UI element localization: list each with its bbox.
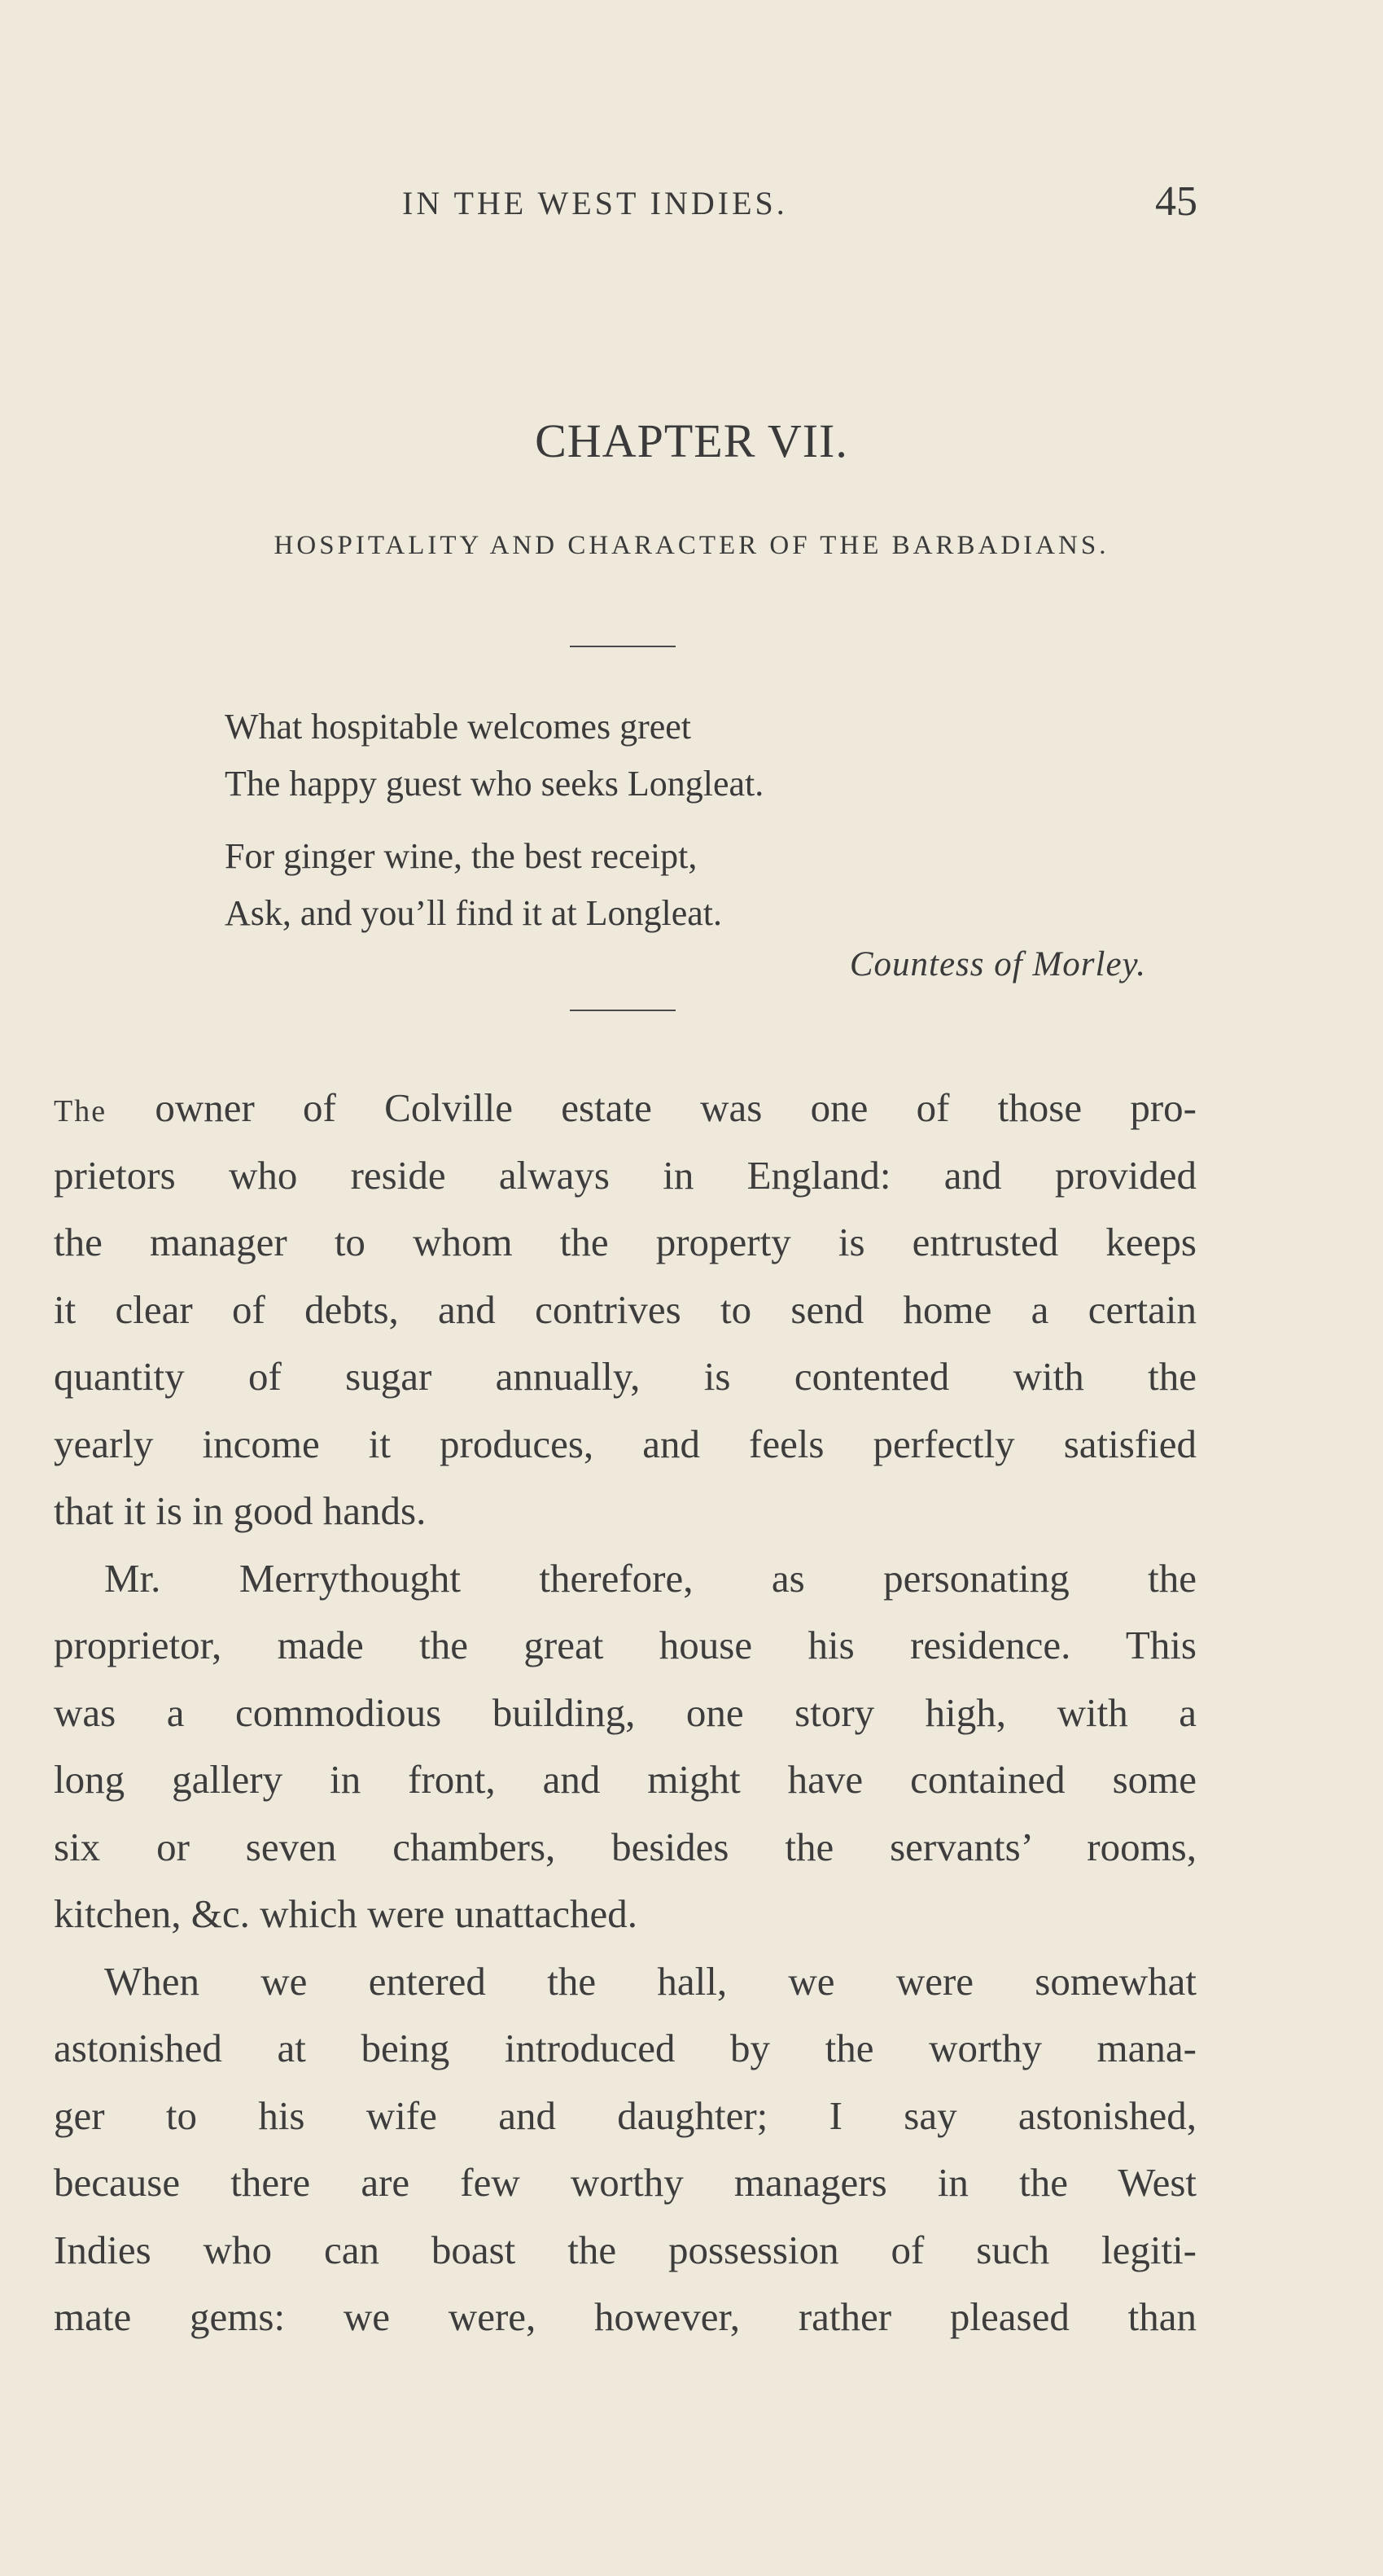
body-line: proprietor, made the great house his residence. This	[54, 1623, 1197, 1667]
running-header	[0, 177, 1383, 234]
verse-line: The happy guest who seeks Longleat.	[225, 764, 764, 804]
running-title: IN THE WEST INDIES.	[402, 185, 788, 221]
body-line: mate gems: we were, however, rather pleased than	[54, 2294, 1197, 2339]
divider-rule	[570, 646, 676, 647]
body-line: six or seven chambers, besides the servants’ rooms,	[54, 1824, 1197, 1869]
body-line: yearly income it produces, and feels perfectly satisfied	[54, 1421, 1197, 1466]
verse-line: Ask, and you’ll find it at Longleat.	[225, 893, 722, 933]
body-line: the manager to whom the property is entrusted keeps	[54, 1220, 1197, 1264]
body-line: because there are few worthy managers in the West	[54, 2160, 1197, 2205]
body-line: quantity of sugar annually, is contented with the	[54, 1354, 1197, 1399]
body-line: prietors who reside always in England: and provided	[54, 1152, 1197, 1198]
page-number: 45	[1155, 178, 1197, 225]
body-text	[54, 1075, 1197, 2351]
epigraph-attribution: Countess of Morley.	[849, 945, 1146, 984]
body-line: Mr. Merrythought therefore, as personating the	[104, 1555, 1197, 1601]
body-line: it clear of debts, and contrives to send home a certain	[54, 1286, 1197, 1332]
body-line: kitchen, &c. which were unattached.	[54, 1891, 638, 1936]
body-line: astonished at being introduced by the worthy mana-	[54, 2026, 1197, 2070]
epigraph-stanza	[225, 828, 1185, 942]
verse-line: For ginger wine, the best receipt,	[225, 836, 698, 876]
body-line: long gallery in front, and might have contained some	[54, 1757, 1197, 1802]
verse-line: What hospitable welcomes greet	[225, 707, 692, 747]
chapter-subtitle: HOSPITALITY AND CHARACTER OF THE BARBADIANS.	[274, 531, 1109, 560]
body-line: ger to his wife and daughter; I say astonished,	[54, 2092, 1197, 2138]
epigraph-stanza	[225, 699, 1185, 813]
drop-word: The	[54, 1094, 107, 1128]
body-line	[54, 1075, 1197, 1142]
divider-rule	[570, 1010, 676, 1011]
body-line: Indies who can boast the possession of such legiti-	[54, 2227, 1197, 2272]
body-line: When we entered the hall, we were somewhat	[104, 1958, 1197, 2004]
line-text: owner of Colville estate was one of those pro-	[107, 1085, 1197, 1130]
body-line: was a commodious building, one story high, with a	[54, 1689, 1197, 1735]
body-line: that it is in good hands.	[54, 1488, 427, 1533]
chapter-title: CHAPTER VII.	[535, 414, 848, 467]
